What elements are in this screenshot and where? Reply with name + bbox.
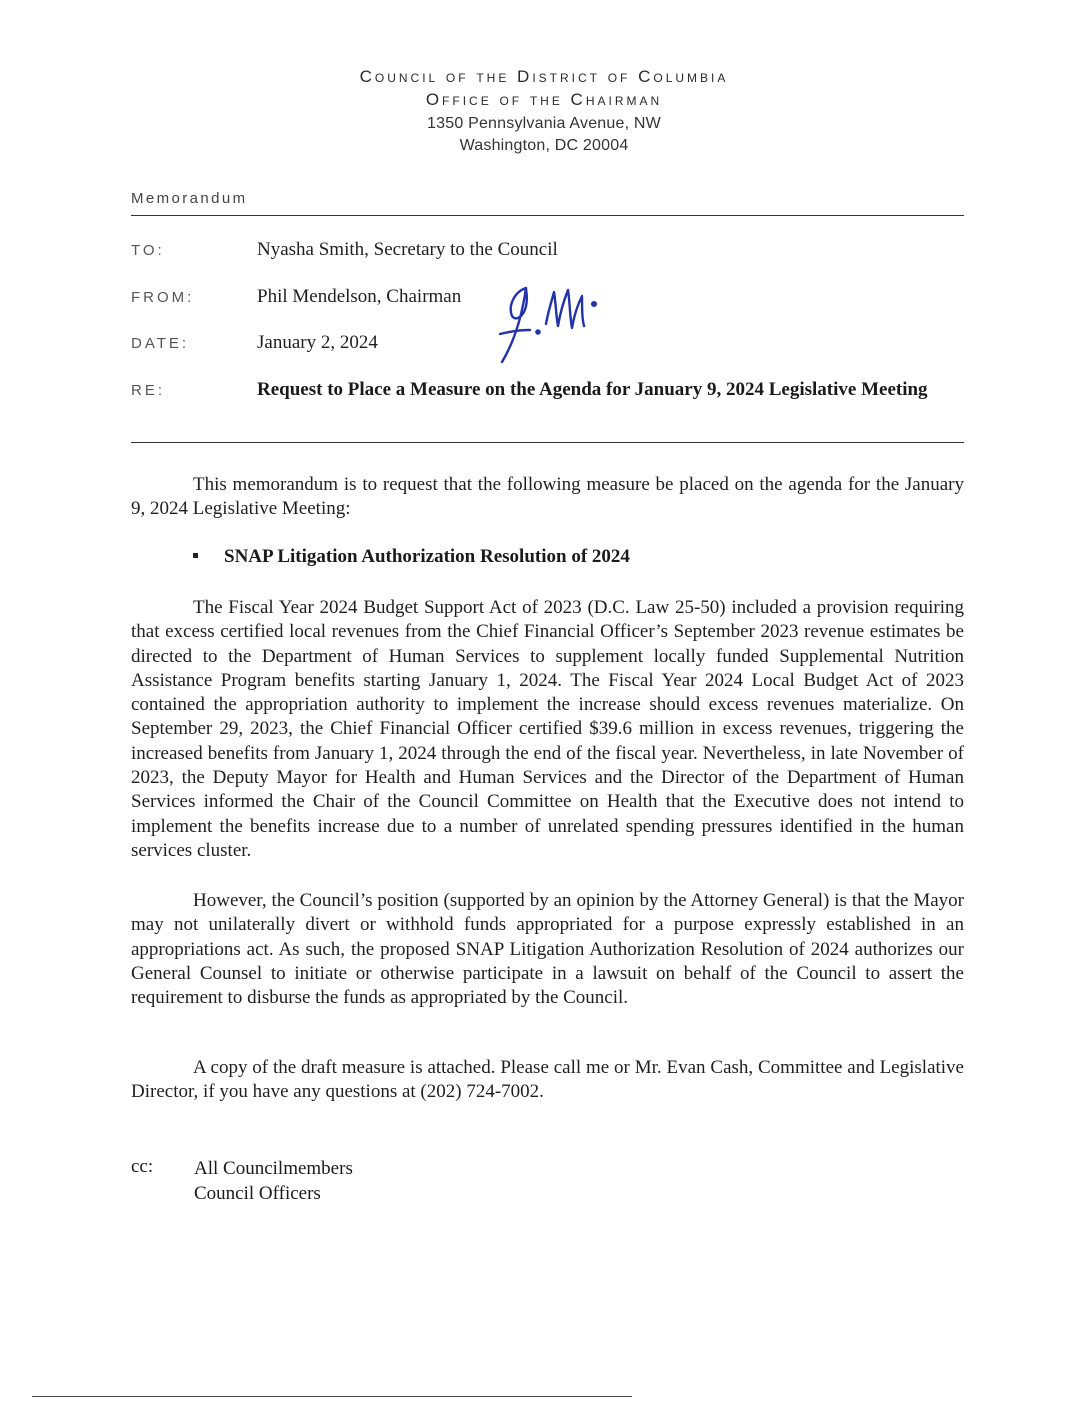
header-top-rule: [131, 215, 964, 216]
letterhead: [0, 66, 1088, 157]
intro-paragraph-text: This memorandum is to request that the following measure be placed on the agenda for the January 9, 2024 Legislative Meeting:: [131, 474, 964, 520]
measure-bullet: [193, 546, 630, 568]
header-bottom-rule: [131, 442, 964, 443]
background-paragraph: [131, 596, 964, 863]
date-value: January 2, 2024: [257, 332, 378, 353]
re-subject: Request to Place a Measure on the Agenda for January 9, 2024 Legislative Meeting: [257, 379, 928, 400]
memorandum-label: Memorandum: [131, 190, 248, 207]
position-paragraph-text: However, the Council’s position (supported by an opinion by the Attorney General) is that the Mayor may not unilaterally divert or withhold funds appropriated for a purpose expressly established in an appropriations act. As such, the proposed SNAP Litigation Authorization Resolution of 2024 authorizes our General Counsel to initiate or otherwise participate in a lawsuit on behalf of the Council to assert the requirement to disburse the funds as appropriated by the Council.: [131, 890, 964, 1009]
measure-title: SNAP Litigation Authorization Resolution of 2024: [224, 546, 630, 567]
cc-label: cc:: [131, 1156, 154, 1177]
letterhead-office-name: Office of the Chairman: [425, 90, 663, 109]
letterhead-street-address: 1350 Pennsylvania Avenue, NW: [427, 115, 661, 132]
signature-icon: [486, 276, 606, 366]
intro-paragraph: [131, 473, 964, 522]
contact-paragraph-text: A copy of the draft measure is attached. Please call me or Mr. Evan Cash, Committee and Legislative Director, if you have any questions at (202) 724-7002.: [131, 1057, 964, 1103]
date-label: DATE:: [131, 335, 190, 352]
re-label: RE:: [131, 382, 166, 399]
letterhead-city-address: Washington, DC 20004: [459, 137, 629, 154]
to-label: TO:: [131, 242, 165, 259]
cc-list: [194, 1156, 353, 1206]
position-paragraph: [131, 889, 964, 1010]
background-paragraph-text: The Fiscal Year 2024 Budget Support Act of 2023 (D.C. Law 25-50) included a provision requiring that excess certified local revenues from the Chief Financial Officer’s September 2023 revenue estimates be directed to the Department of Human Services to supplement locally funded Supplemental Nutrition Assistance Program benefits starting January 1, 2024. The Fiscal Year 2024 Local Budget Act of 2023 contained the appropriation authority to implement the increase should excess revenues materialize. On September 29, 2023, the Chief Financial Officer certified $39.6 million in excess revenues, triggering the increased benefits from January 1, 2024 through the end of the fiscal year. Nevertheless, in late November of 2023, the Deputy Mayor for Health and Human Services and the Director of the Department of Human Services informed the Chair of the Council Committee on Health that the Executive does not intend to implement the benefits increase due to a number of unrelated spending pressures identified in the human services cluster.: [131, 597, 964, 861]
from-label: FROM:: [131, 289, 195, 306]
from-value: Phil Mendelson, Chairman: [257, 286, 462, 307]
cc-item: Council Officers: [194, 1183, 321, 1204]
contact-paragraph: [131, 1056, 964, 1105]
letterhead-council-name: Council of the District of Columbia: [359, 67, 729, 86]
to-value: Nyasha Smith, Secretary to the Council: [257, 239, 558, 260]
bullet-icon: [193, 553, 198, 558]
cc-item: All Councilmembers: [194, 1158, 353, 1179]
footer-rule: [32, 1396, 632, 1397]
